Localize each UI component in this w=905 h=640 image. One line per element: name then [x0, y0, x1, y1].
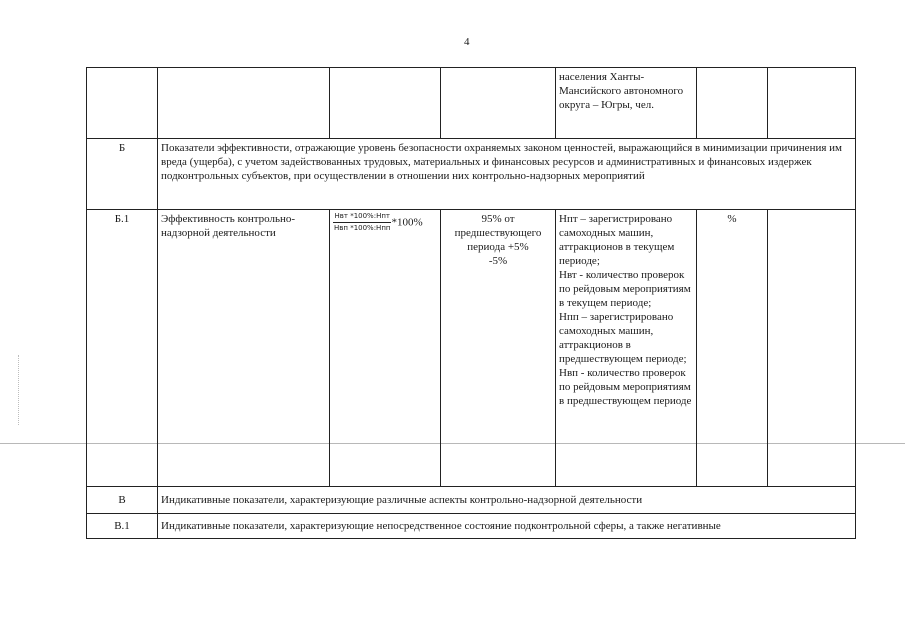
page-number: 4 — [464, 36, 470, 48]
section-code: В — [87, 487, 158, 514]
section-title: Показатели эффективности, отражающие уровень безопасности охраняемых законом ценностей, выражающийся в минимизации причинения им вреда (ущерба), с учетом задействованных трудовых, материальных и финансовых ресурсов и административных и финансовых издержек подконтрольных субъектов, при осуществлении в отношении них контрольно-надзорных мероприятий — [158, 139, 856, 210]
scan-margin-marks — [18, 355, 21, 425]
definition-item: Нпт – зарегистрировано самоходных машин, аттракционов в текущем периоде; — [559, 213, 675, 267]
subsection-code: В.1 — [87, 514, 158, 539]
table-row-section-v — [87, 487, 856, 514]
section-title: Индикативные показатели, характеризующие различные аспекты контрольно-надзорной деятельности — [158, 487, 856, 514]
target-line: периода +5% — [467, 241, 529, 253]
indicator-formula — [330, 210, 441, 487]
table-row-v1 — [87, 514, 856, 539]
subsection-title: Индикативные показатели, характеризующие непосредственное состояние подконтрольной сферы, а также негативные — [158, 514, 856, 539]
formula-denominator: Нвп *100%:Нпп — [334, 224, 391, 232]
section-code: Б — [87, 139, 158, 210]
table-row-continuation — [87, 68, 856, 139]
target-line: предшествующего — [454, 227, 542, 239]
indicator-target — [441, 210, 556, 487]
indicator-name: Эффективность контрольно-надзорной деятельности — [158, 210, 330, 487]
table-row-section-b — [87, 139, 856, 210]
cell-target — [441, 68, 556, 139]
indicator-extra — [768, 210, 856, 487]
cell-extra — [768, 68, 856, 139]
cell-name — [158, 68, 330, 139]
definition-item: Нвп - количество проверок по рейдовым мероприятиям в предшествующем периоде — [559, 367, 692, 407]
formula-numerator: Нвт *100%:Нпт — [333, 212, 391, 223]
indicator-definitions — [556, 210, 697, 487]
definition-item: Нвт - количество проверок по рейдовым мероприятиям в текущем периоде; — [559, 269, 691, 309]
cell-unit — [697, 68, 768, 139]
cell-code — [87, 68, 158, 139]
table-row-b1 — [87, 210, 856, 487]
cell-definitions: населения Ханты-Мансийского автономного округа – Югры, чел. — [556, 68, 697, 139]
indicator-code: Б.1 — [87, 210, 158, 487]
indicators-table — [86, 67, 856, 539]
target-line: 95% от — [481, 213, 515, 225]
target-line: -5% — [488, 255, 508, 267]
indicator-unit: % — [697, 210, 768, 487]
formula-fraction — [333, 212, 391, 233]
definition-item: Нпп – зарегистрировано самоходных машин, аттракционов в предшествующем периоде; — [559, 311, 687, 365]
cell-formula — [330, 68, 441, 139]
formula-multiplier: *100% — [391, 216, 423, 229]
